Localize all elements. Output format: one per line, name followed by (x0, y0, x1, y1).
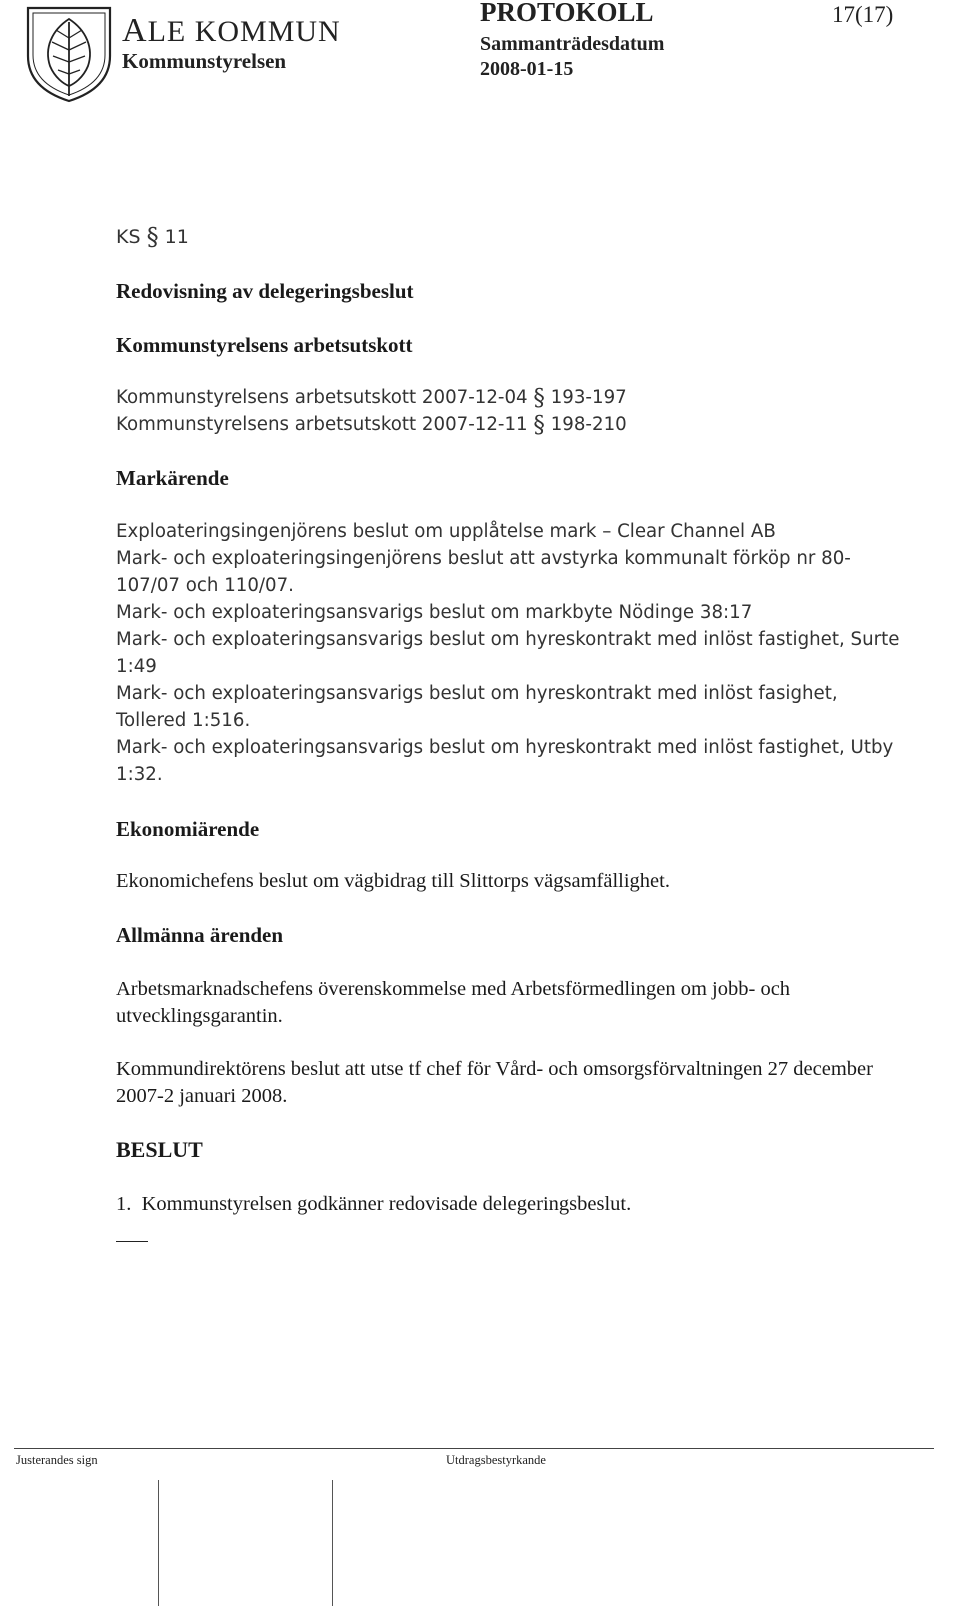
org-subtitle: Kommunstyrelsen (122, 49, 287, 73)
municipal-shield-tree-logo (22, 4, 116, 104)
list-item: Mark- och exploateringsansvarigs beslut om markbyte Nödinge 38:17 (116, 602, 753, 623)
allmanna-text-2: Kommundirektörens beslut att utse tf chef för Vård- och omsorgsförvaltningen 27 december 2007-2 januari 2008. (116, 1058, 873, 1107)
mark-items-list (116, 518, 911, 788)
au-meeting-line-2: Kommunstyrelsens arbetsutskott 2007-12-11 § 198-210 (116, 412, 627, 438)
org-name: ALE KOMMUN (122, 12, 341, 49)
section-heading-au: Kommunstyrelsens arbetsutskott (116, 333, 413, 357)
list-item: Mark- och exploateringsingenjörens beslut att avstyrka kommunalt förköp nr 80-107/07 och 110/07. (116, 548, 851, 596)
utdragsbestyrkande-label: Utdragsbestyrkande (446, 1453, 546, 1467)
page-number: 17(17) (832, 2, 894, 27)
document-type: PROTOKOLL (480, 0, 654, 27)
section-heading-allmanna: Allmänna ärenden (116, 923, 284, 947)
meeting-date-label: Sammanträdesdatum (480, 33, 665, 55)
signature-field-divider (332, 1480, 333, 1606)
case-number: KS § 11 (116, 223, 189, 251)
beslut-item: 1. Kommunstyrelsen godkänner redovisade delegeringsbeslut. (116, 1193, 632, 1215)
footer-divider (14, 1448, 934, 1449)
signature-field-divider (158, 1480, 159, 1606)
list-item: Exploateringsingenjörens beslut om upplåtelse mark – Clear Channel AB (116, 521, 776, 542)
end-rule (116, 1241, 148, 1242)
section-heading-ekonomi: Ekonomiärende (116, 817, 260, 841)
meeting-date: 2008-01-15 (480, 58, 574, 80)
section-heading-mark: Markärende (116, 466, 229, 490)
section-heading-beslut: BESLUT (116, 1137, 203, 1162)
list-item: Mark- och exploateringsansvarigs beslut om hyreskontrakt med inlöst fastighet, Surte 1:49 (116, 629, 900, 677)
list-item: Mark- och exploateringsansvarigs beslut om hyreskontrakt med inlöst fasighet, Tollered 1:516. (116, 683, 838, 731)
au-meeting-line-1: Kommunstyrelsens arbetsutskott 2007-12-04 § 193-197 (116, 385, 627, 411)
list-item: Mark- och exploateringsansvarigs beslut om hyreskontrakt med inlöst fastighet, Utby 1:32. (116, 737, 894, 785)
justerandes-sign-label: Justerandes sign (16, 1453, 98, 1467)
page-title: Redovisning av delegeringsbeslut (116, 279, 414, 303)
ekonomi-text: Ekonomichefens beslut om vägbidrag till Slittorps vägsamfällighet. (116, 870, 670, 892)
allmanna-text-1: Arbetsmarknadschefens överenskommelse med Arbetsförmedlingen om jobb- och utvecklingsgarantin. (116, 978, 791, 1027)
